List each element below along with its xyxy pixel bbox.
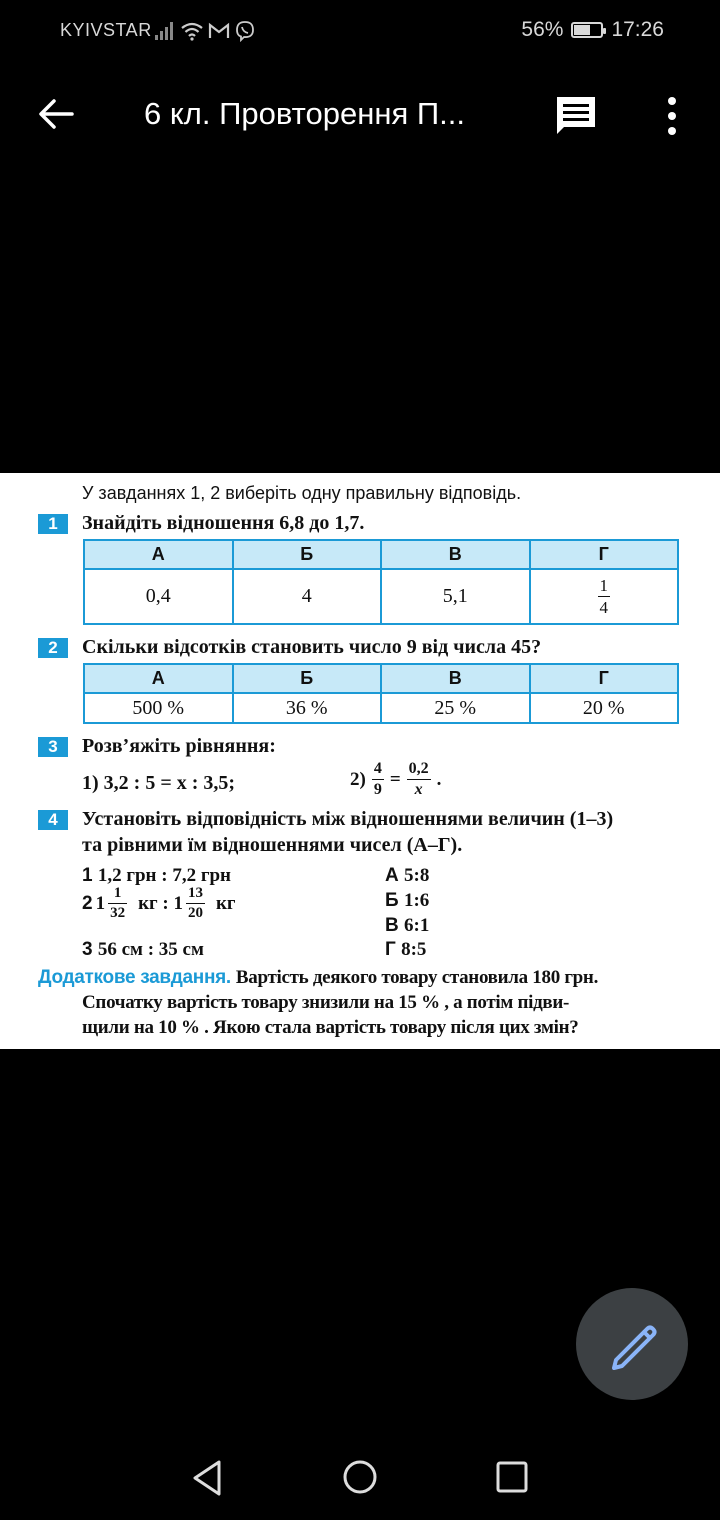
match-item-2-end: кг: [215, 892, 236, 914]
match-item-2-frac1-bot: 32: [110, 905, 126, 921]
extra-task-line-3: щили на 10 % . Якою стала вартість товару після цих змін?: [82, 1017, 579, 1038]
battery-icon: [571, 22, 603, 38]
equation-1: 1) 3,2 : 5 = x : 3,5;: [82, 772, 236, 794]
task-1-frac-bot: 4: [599, 598, 608, 617]
match-item-3-text: 56 см : 35 см: [97, 939, 204, 960]
eq2-frac-b-bot: x: [414, 781, 423, 798]
match-option-v-letter: В: [385, 915, 399, 936]
match-item-3-num: 3: [82, 939, 93, 960]
nav-home-icon[interactable]: [341, 1458, 379, 1496]
eq2-frac-a-bot: 9: [373, 781, 382, 798]
match-item-3: [82, 939, 204, 961]
equation-2-label: 2): [350, 768, 366, 790]
intro-text: У завданнях 1, 2 виберіть одну правильну відповідь.: [82, 483, 522, 503]
task-1-header-a: А: [84, 540, 233, 569]
battery-fill: [574, 25, 590, 35]
extra-task-label: Додаткове завдання.: [38, 967, 231, 988]
match-item-2-frac2-bot: 20: [187, 905, 203, 921]
task-2-answer-a: 500 %: [84, 693, 233, 723]
task-2-text: Скільки відсотків становить число 9 від числа 45?: [82, 636, 542, 658]
extra-task-line-1: [38, 967, 598, 989]
task-4-text-line-1: Установіть відповідність між відношеннями величин (1–3): [82, 808, 614, 830]
document-page: [0, 473, 720, 1049]
signal-icon: [154, 21, 176, 41]
clock: 17:26: [611, 18, 664, 41]
task-2-header-b: Б: [233, 664, 382, 693]
comments-icon[interactable]: [554, 94, 598, 138]
eq2-equals: =: [389, 768, 401, 790]
eq2-frac-a-top: 4: [372, 761, 384, 780]
match-item-2-frac1-top: 1: [108, 886, 127, 904]
nav-recents-icon[interactable]: [495, 1460, 529, 1494]
match-option-v: [385, 915, 429, 937]
pencil-icon: [576, 1288, 688, 1400]
match-option-g: [385, 939, 426, 961]
task-1-number: 1: [38, 514, 68, 534]
task-1-answer-a: 0,4: [84, 569, 233, 624]
match-option-v-value: 6:1: [404, 915, 430, 936]
match-item-2-mid: кг : 1: [138, 892, 183, 914]
match-option-b: [385, 890, 429, 912]
task-2-number: 2: [38, 638, 68, 658]
task-2-header-g: Г: [530, 664, 679, 693]
extra-task-line-2: Спочатку вартість товару знизили на 15 % , а потім підви-: [82, 992, 570, 1013]
carrier-label: KYIVSTAR: [60, 20, 152, 40]
viber-icon: [234, 20, 256, 42]
task-4-text-line-2: та рівними їм відношеннями чисел (А–Г).: [82, 834, 463, 856]
status-bar: [0, 0, 720, 62]
match-option-b-letter: Б: [385, 890, 399, 911]
equation-2: [350, 761, 441, 798]
match-option-g-value: 8:5: [401, 939, 427, 960]
system-nav-bar: [0, 1440, 720, 1520]
match-option-g-letter: Г: [385, 939, 396, 960]
match-option-b-value: 1:6: [403, 890, 430, 911]
task-1-answer-g: [530, 569, 679, 624]
wifi-icon: [180, 21, 204, 41]
match-option-a-letter: А: [385, 865, 399, 886]
task-2-answer-b: 36 %: [233, 693, 382, 723]
task-3-number: 3: [38, 737, 68, 757]
task-2-answer-g: 20 %: [530, 693, 679, 723]
status-icons: [154, 18, 256, 44]
match-item-2-num: 2: [82, 892, 93, 914]
task-2-header-a: А: [84, 664, 233, 693]
gmail-icon: [208, 22, 230, 40]
task-1-answer-b: 4: [233, 569, 382, 624]
eq2-frac-b-top: 0,2: [407, 761, 431, 780]
task-1-header-g: Г: [530, 540, 679, 569]
task-1-answers-table: [83, 539, 679, 625]
task-1-header-b: Б: [233, 540, 382, 569]
document-title: 6 кл. Провторення П...: [144, 96, 465, 131]
match-item-1-num: 1: [82, 865, 93, 886]
match-option-a-value: 5:8: [404, 865, 430, 886]
match-option-a: [385, 865, 429, 887]
match-item-2: [82, 886, 236, 921]
match-item-1-text: 1,2 грн : 7,2 грн: [97, 865, 231, 886]
match-item-2-whole: 1: [95, 892, 106, 914]
task-1-frac-top: 1: [599, 576, 608, 595]
task-4-number: 4: [38, 810, 68, 830]
more-options-icon[interactable]: [656, 94, 688, 138]
app-bar: [0, 70, 720, 162]
match-item-1: [82, 865, 231, 887]
match-item-2-frac2-top: 13: [186, 886, 205, 904]
task-1-header-v: В: [381, 540, 530, 569]
edit-fab-button[interactable]: [576, 1288, 688, 1400]
task-1-answer-v: 5,1: [381, 569, 530, 624]
task-3-text: Розв’яжіть рівняння:: [82, 735, 276, 757]
task-1-text: Знайдіть відношення 6,8 до 1,7.: [82, 512, 365, 534]
eq2-end: .: [436, 768, 442, 790]
task-2-header-v: В: [381, 664, 530, 693]
extra-task-text-1: Вартість деякого товару становила 180 грн.: [235, 967, 599, 988]
battery-percent: 56%: [521, 18, 564, 41]
nav-back-icon[interactable]: [190, 1458, 224, 1498]
back-arrow-icon[interactable]: [36, 94, 76, 134]
task-2-answer-v: 25 %: [381, 693, 530, 723]
task-2-answers-table: [83, 663, 679, 724]
